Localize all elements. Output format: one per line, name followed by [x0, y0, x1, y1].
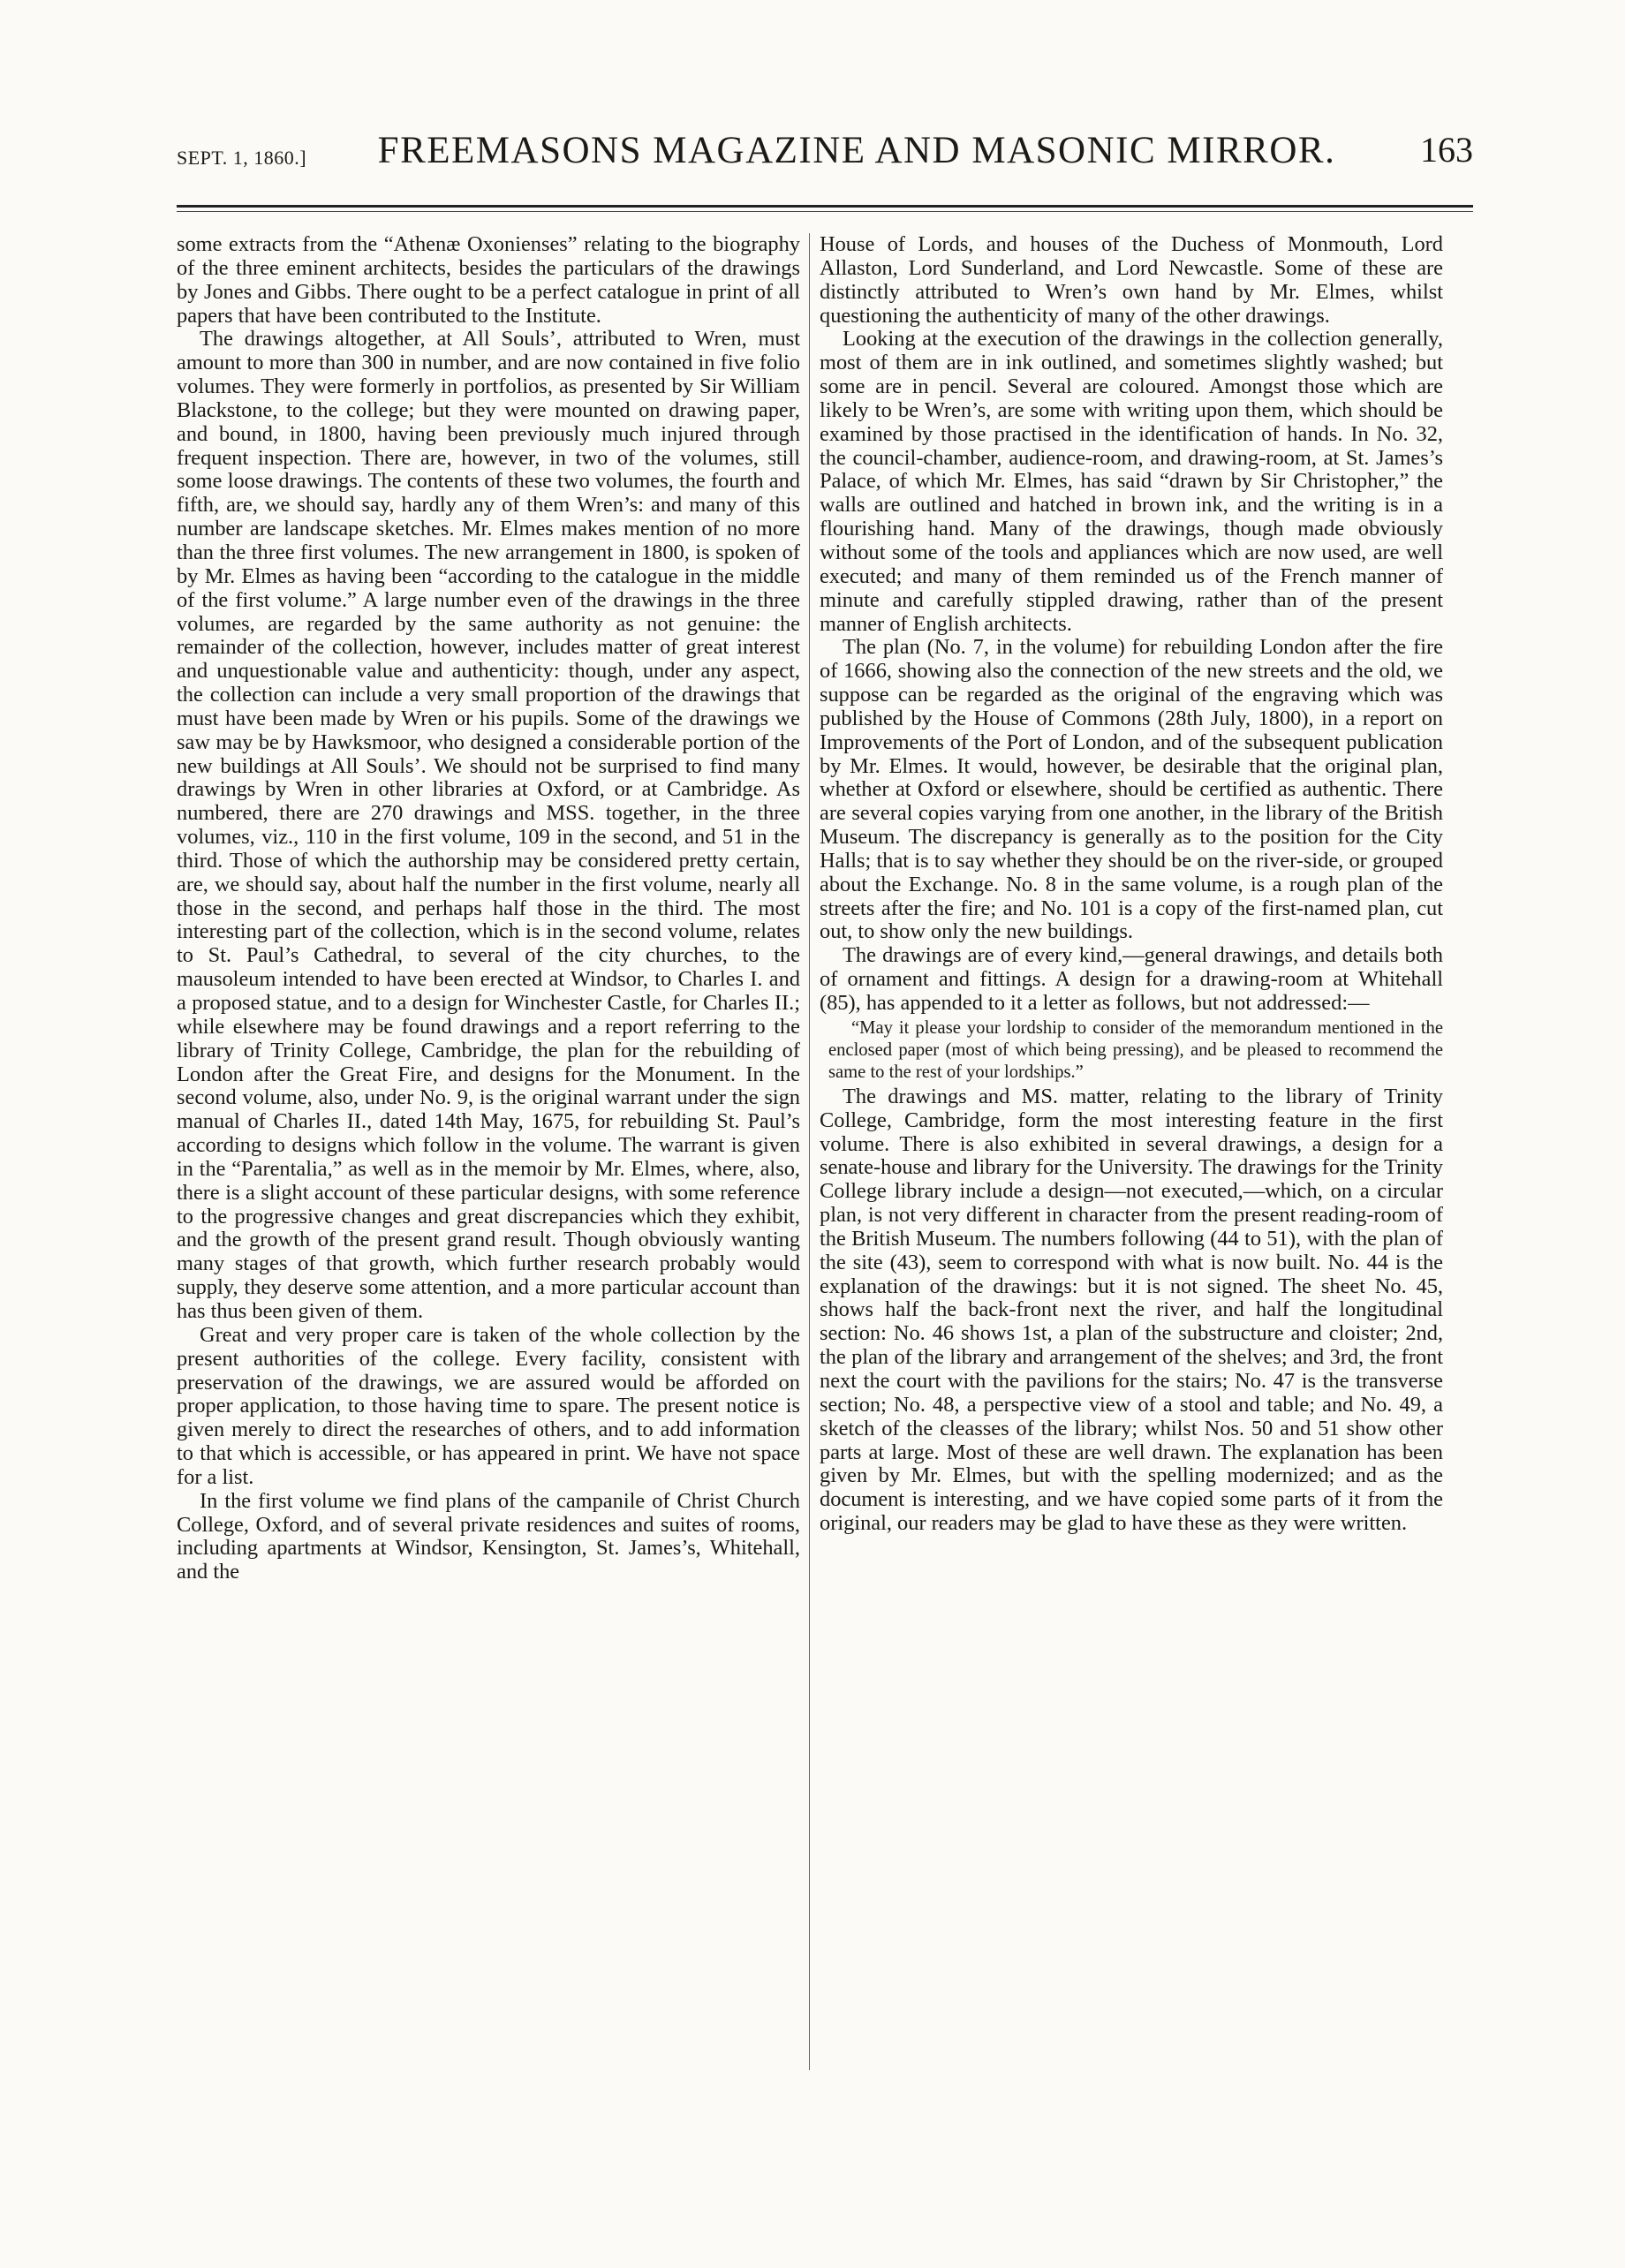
paragraph: The plan (No. 7, in the volume) for rebuilding London after the fire of 1666, showing also the connection of the new streets and the old, we suppose can be regarded as the original of the engraving which was published by the House of Commons (28th July, 1800), in a report on Improvements of the Port of London, and of the subsequent publication by Mr. Elmes. It would, however, be desirable that the original plan, whether at Oxford or elsewhere, should be certified as authentic. There are several copies varying from one another, in the library of the British Museum. The discrepancy is generally as to the position for the City Halls; that is to say whether they should be on the river-side, or grouped about the Exchange. No. 8 in the same volume, is a rough plan of the streets after the fire; and No. 101 is a copy of the first-named plan, cut out, to show only the new buildings.	[820, 635, 1443, 944]
quoted-letter: “May it please your lordship to consider of the memorandum mentioned in the enclosed paper (most of which being pressing), and be pleased to recommend the same to the rest of your lordships.”	[828, 1017, 1443, 1082]
paragraph: In the first volume we find plans of the campanile of Christ Church College, Oxford, and of several private residences and suites of rooms, including apartments at Windsor, Kensington, St. James’s, Whitehall, and the	[177, 1488, 800, 1584]
paragraph: some extracts from the “Athenæ Oxonienses” relating to the biography of the three eminent architects, besides the particulars of the drawings by Jones and Gibbs. There ought to be a perfect catalogue in print of all papers that have been contributed to the Institute.	[177, 232, 800, 328]
paragraph: The drawings are of every kind,—general drawings, and details both of ornament and fittings. A design for a drawing-room at Whitehall (85), has appended to it a letter as follows, but not addressed:—	[820, 943, 1443, 1015]
paragraph: Great and very proper care is taken of the whole collection by the present authorities of the college. Every facility, consistent with preservation of the drawings, we are assured would be afforded on proper application, to those having time to spare. The present notice is given merely to direct the researches of others, and to add information to that which is accessible, or has appeared in print. We have not space for a list.	[177, 1322, 800, 1489]
right-column	[820, 233, 1443, 1536]
header-rule-thick	[177, 205, 1473, 208]
paragraph: House of Lords, and houses of the Duchess of Monmouth, Lord Allaston, Lord Sunderland, and Lord Newcastle. Some of these are distinctly attributed to Wren’s own hand by Mr. Elmes, whilst questioning the authenticity of many of the other drawings.	[820, 232, 1443, 328]
page-number: 163	[1420, 130, 1473, 170]
paragraph: The drawings altogether, at All Souls’, attributed to Wren, must amount to more than 300 in number, and are now contained in five folio volumes. They were formerly in portfolios, as presented by Sir William Blackstone, to the college; but they were mounted on drawing paper, and bound, in 1800, having been previously much injured through frequent inspection. There are, however, in two of the volumes, still some loose drawings. The contents of these two volumes, the fourth and fifth, are, we should say, hardly any of them Wren’s: and many of this number are landscape sketches. Mr. Elmes makes mention of no more than the three first volumes. The new arrangement in 1800, is spoken of by Mr. Elmes as having been “according to the catalogue in the middle of the first volume.” A large number even of the drawings in the three volumes, are regarded by the same authority as not genuine: the remainder of the collection, however, includes matter of great interest and unquestionable value and authenticity: though, under any aspect, the collection can include a very small proportion of the drawings that must have been made by Wren or his pupils. Some of the drawings we saw may be by Hawksmoor, who designed a considerable portion of the new buildings at All Souls’. We should not be surprised to find many drawings by Wren in other libraries at Oxford, or at Cambridge. As numbered, there are 270 drawings and MSS. together, in the three volumes, viz., 110 in the first volume, 109 in the second, and 51 in the third. Those of which the authorship may be considered pretty certain, are, we should say, about half the number in the first volume, nearly all those in the second, and perhaps half those in the third. The most interesting part of the collection, which is in the second volume, relates to St. Paul’s Cathedral, to several of the city churches, to the mausoleum intended to have been erected at Windsor, to Charles I. and a proposed statue, and to a design for Winchester Castle, for Charles II.; while elsewhere may be found drawings and a report referring to the library of Trinity College, Cambridge, the plan for the rebuilding of London after the Great Fire, and designs for the Monument. In the second volume, also, under No. 9, is the original warrant under the sign manual of Charles II., dated 14th May, 1675, for rebuilding St. Paul’s according to designs which follow in the volume. The warrant is given in the “Parentalia,” as well as in the memoir by Mr. Elmes, where, also, there is a slight account of these particular designs, with some reference to the progressive changes and great discrepancies which they exhibit, and the growth of the present grand result. Though obviously wanting many stages of that growth, which further research probably would supply, they deserve some attention, and a more particular account than has thus been given of them.	[177, 327, 800, 1323]
running-head	[177, 124, 1473, 185]
paragraph: Looking at the execution of the drawings in the collection generally, most of them are in ink outlined, and sometimes slightly washed; but some are in pencil. Several are coloured. Amongst those which are likely to be Wren’s, are some with writing upon them, which should be examined by those practised in the identification of hands. In No. 32, the council-chamber, audience-room, and drawing-room, at St. James’s Palace, of which Mr. Elmes, has said “drawn by Sir Christopher,” the walls are outlined and hatched in brown ink, and the writing is in a flourishing hand. Many of the drawings, though made obviously without some of the tools and appliances which are now used, are well executed; and many of them reminded us of the French manner of minute and carefully stippled drawing, rather than of the present manner of English architects.	[820, 327, 1443, 636]
paragraph: The drawings and MS. matter, relating to the library of Trinity College, Cambridge, form the most interesting feature in the first volume. There is also exhibited in several drawings, a design for a senate-house and library for the University. The drawings for the Trinity College library include a design—not executed,—which, on a circular plan, is not very different in character from the present reading-room of the British Museum. The numbers following (44 to 51), with the plan of the site (43), seem to correspond with what is now built. No. 44 is the explanation of the drawings: but it is not signed. The sheet No. 45, shows half the back-front next the river, and half the longitudinal section: No. 46 shows 1st, a plan of the substructure and cloister; 2nd, the plan of the library and arrangement of the shelves; and 3rd, the front next the court with the pavilions for the stairs; No. 47 is the transverse section; No. 48, a perspective view of a stool and table; and No. 49, a sketch of the cleasses of the library; whilst Nos. 50 and 51 show other parts at large. Most of these are well drawn. The explanation has been given by Mr. Elmes, but with the spelling modernized; and as the document is interesting, and we have copied some parts of it from the original, our readers may be glad to have these as they were written.	[820, 1084, 1443, 1536]
publication-title: FREEMASONS MAGAZINE AND MASONIC MIRROR.	[377, 130, 1336, 171]
column-divider	[809, 233, 810, 2070]
issue-date: SEPT. 1, 1860.]	[177, 147, 307, 169]
left-column	[177, 233, 800, 1584]
header-rule-thin	[177, 211, 1473, 212]
